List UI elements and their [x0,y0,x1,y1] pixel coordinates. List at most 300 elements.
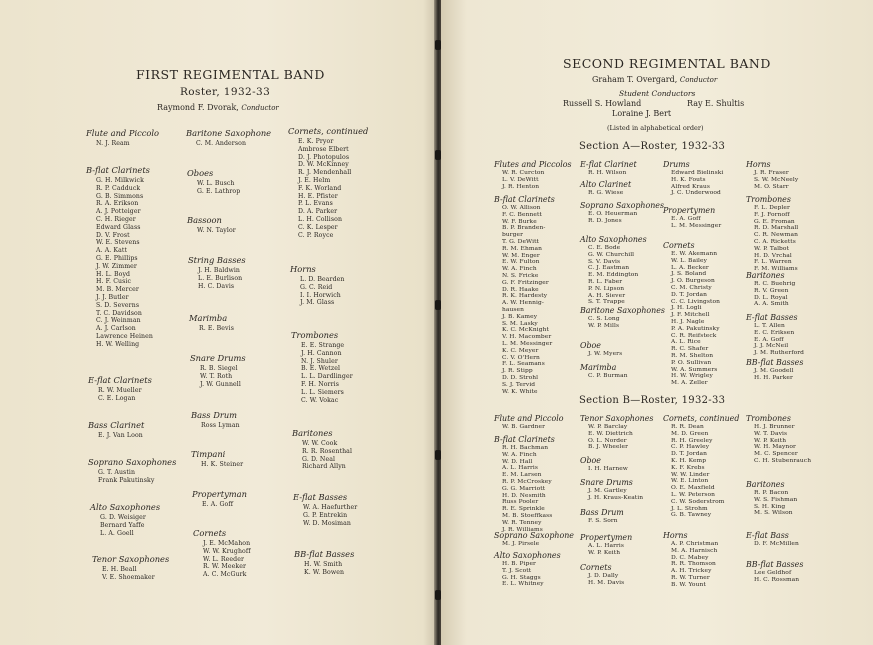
roster-name: I. I. Horwich [300,291,341,299]
group-heading: Tenor Saxophones [580,414,654,423]
roster-name: P. L. Evans [298,200,333,208]
group-heading: Tenor Saxophones [92,554,170,564]
a-flutes-piccolos [494,160,572,190]
roster-name: F. K. Worland [298,184,342,192]
roster-name: H. M. Davis [588,579,625,586]
a-horns [746,160,798,190]
group-heading: Baritones [746,480,785,489]
roster-name: A. J. Carlson [96,325,136,333]
roster-name: Lawrence Heinen [96,332,153,340]
roster-name: B. W. Yount [671,581,706,588]
group-heading: Horns [290,264,316,274]
roster-name: R. G. Wiese [588,190,624,196]
name-list [86,177,153,349]
roster-name: C. P. Hawley [671,444,710,451]
roster-name: F. H. Norris [301,380,339,388]
roster-name: C. J. Eastman [588,265,630,272]
roster-name: G. W. Churchill [588,251,635,258]
roster-name: M. S. Wilson [754,510,793,517]
roster-name: C. R. Reifsteck [671,332,717,339]
group-heading: Oboe [580,341,601,350]
group-heading: Bass Clarinet [88,420,145,430]
name-list [580,316,665,330]
name-list [294,561,354,577]
b-cornets-continued [663,414,739,519]
group-bbflat-basses [294,549,354,577]
group-timpani [191,449,243,469]
roster-name: C. W. Soderstrom [671,498,725,505]
roster-name: D. W. McKinney [298,161,349,169]
name-list [90,514,160,537]
roster-name: G. E. Phillips [96,254,138,262]
roster-name: E. W. Diettrich [588,430,633,437]
roster-name: M. B. Stoeffkass [502,512,553,519]
roster-name: L. L. Siemers [301,388,344,396]
group-heading: BB-flat Basses [746,560,804,569]
group-heading: E-flat Clarinet [580,160,637,169]
roster-name: D. F. McMillen [754,541,799,547]
group-oboes [187,168,240,196]
roster-name: W. E. Linton [671,478,709,485]
roster-name: K. F. Krebs [671,464,705,471]
group-heading: Propertymen [580,533,633,542]
roster-name: A. L. Harris [588,543,625,549]
roster-name: W. P. Barclay [588,424,628,430]
roster-name: W. A. Finch [502,266,537,273]
roster-name: A. P. Christman [671,541,719,547]
section-b-heading: Section B—Roster, 1932-33 [579,395,726,406]
b-horns [663,531,718,589]
group-heading: Snare Drums [580,478,633,487]
name-list [746,570,803,584]
roster-name: R. D. Marshall [754,225,799,232]
roster-name: G. F. Fritzinger [502,279,549,286]
name-list [746,281,795,308]
roster-name: E. A. Goff [754,336,784,343]
group-eflat-clarinets [88,375,152,403]
roster-name: J. R. Henton [502,183,540,190]
b-alto-saxophones [494,551,561,588]
a-baritone-saxophones [580,306,665,330]
group-alto-saxophones [90,502,160,537]
roster-name: O. E. Maxfield [671,485,715,492]
roster-name: Russ Pooler [502,499,539,506]
name-list [293,504,357,527]
b-oboe [580,456,628,473]
roster-name: S. H. King [754,503,786,510]
roster-name: E. M. Larsen [502,472,542,479]
roster-name: D. D. Strohl [502,374,539,381]
roster-name: S. T. Trappe [588,299,625,306]
group-heading: E-flat Basses [293,492,348,502]
roster-name: E. M. Eddington [588,272,639,279]
roster-name: F. L. Seamans [502,361,545,368]
roster-name: R. R. Rosenthal [302,447,353,455]
roster-name: V. H. Macomber [502,334,552,341]
roster-name: E. W. Fulton [502,259,540,266]
group-heading: B-flat Clarinets [86,165,150,175]
roster-name: H. J. Brunner [754,424,795,430]
roster-name: E. W. Akemann [671,251,718,257]
group-heading: E-flat Clarinets [88,375,152,385]
roster-name: B. P. Branden- [502,225,546,232]
group-bflat-clarinets [86,165,153,349]
name-list [580,573,624,587]
roster-name: J. M. Rutherford [754,350,805,357]
roster-name: L. A. Becker [671,264,709,271]
roster-name: G. H. Milkwick [96,177,144,184]
a-alto-clarinet [580,180,631,197]
roster-name: G. D. Weisiger [100,514,146,521]
roster-name: S. D. Severns [96,301,140,309]
roster-name: R. B. Siegel [200,365,238,372]
roster-name: J. F. Mitchell [671,312,710,319]
roster-name: J. B. Kamey [502,313,538,320]
group-soprano-saxophones [88,457,176,485]
roster-name: H. W. Smith [304,561,343,568]
roster-name: M. A. Harnisch [671,547,718,554]
roster-name: H. K. Steiner [201,461,244,468]
roster-name: T. J. Scott [502,567,532,574]
roster-name: W. P. Mills [588,322,620,329]
a-eflat-clarinet [580,160,637,177]
roster-name: W. D. Mosiman [303,519,351,527]
roster-name: D. J. Photopulos [298,153,350,161]
roster-name: A. H. Siever [588,292,626,299]
roster-name: W. S. Fishman [754,496,798,503]
roster-name: S. W. McNeely [754,176,799,183]
name-list [663,251,720,387]
name-list [663,424,739,519]
group-heading: Soprano Saxophones [88,457,177,467]
group-heading: Baritone Saxophones [580,306,665,315]
roster-name: R. P. Bacon [754,490,789,496]
group-bass-drum [191,410,240,430]
group-heading: Snare Drums [190,353,246,363]
name-list [88,432,144,440]
name-list [288,138,368,239]
roster-name: G. P. Entrekin [303,511,348,519]
roster-name: R. E. Bevis [199,325,235,332]
section-a-heading: Section A—Roster, 1932-33 [579,141,726,152]
roster-name: L. E. Burlison [198,274,243,282]
roster-name: W. W. Krughoff [203,547,251,555]
first-band-roster: Roster, 1932-33 [180,86,271,98]
b-trombones [746,414,811,465]
group-heading: Flute and Piccolo [494,414,564,423]
roster-name: N. J. Shuler [301,357,338,365]
group-heading: E-flat Bass [746,531,789,540]
roster-name: E. C. Eriksen [754,329,795,336]
name-list [580,373,628,380]
b-snare-drums [580,478,643,502]
group-heading: Cornets [193,528,227,538]
roster-name: E. E. Strange [301,342,345,349]
student-conductor: Ray E. Shultis [687,99,745,108]
group-bassoon [187,215,236,235]
name-list [746,424,811,465]
group-heading: Timpani [191,449,226,459]
group-heading: Trombones [746,414,791,423]
roster-name: H. W. Welling [96,340,140,348]
name-list [88,469,176,485]
roster-name: G. E. Froman [754,218,795,225]
name-list [580,543,632,557]
roster-name: K. C. Meyer [502,347,539,354]
roster-name: B. J. Wheeler [588,444,629,451]
b-tenor-saxophones [580,414,653,451]
roster-name: A. A. Katt [96,247,128,255]
b-eflat-bass [746,531,799,548]
roster-name: I. H. Harnew [588,466,628,472]
roster-name: W. H. Maynor [754,444,796,451]
group-heading: BB-flat Basses [294,549,355,559]
roster-name: Richard Allyn [302,463,346,471]
group-heading: Flutes and Piccolos [494,160,572,169]
roster-name: F. L. Depler [754,205,790,211]
roster-name: H. C. Davis [198,282,235,290]
roster-name: O. W. Allison [502,205,541,211]
roster-name: R. K. Hardesty [502,293,548,300]
name-list [191,461,243,469]
roster-name: Ross Lyman [201,422,240,429]
group-heading: Drums [663,160,690,169]
roster-name: O. L. Norder [588,437,627,444]
group-heading: Oboes [187,168,214,178]
b-bflat-clarinets [494,435,555,533]
roster-name: R. L. Faber [588,278,623,285]
group-baritones [292,428,352,471]
roster-name: R. R. Dean [671,424,704,430]
name-list [187,180,240,196]
roster-name: R. M. Ehman [502,245,543,252]
roster-name: W. N. Taylor [197,227,236,234]
group-heading: Cornets [663,241,695,250]
roster-name: A. L. Harris [502,465,539,472]
roster-name: J. H. Cannon [301,349,342,357]
group-heading: Propertymen [663,206,716,215]
roster-name: F. S. Sorn [588,518,618,524]
student-conductors-heading: Student Conductors [619,89,696,98]
group-heading: Bassoon [187,215,222,225]
group-heading: E-flat Basses [746,313,798,322]
roster-name: R. D. Jones [588,217,622,224]
name-list [746,541,799,548]
group-heading: Alto Saxophones [494,551,561,560]
b-bbflat-basses [746,560,803,584]
roster-name: L. H. Collison [298,215,343,223]
roster-name: R. W. Turner [671,574,710,581]
roster-name: W. P. Keith [754,437,787,444]
a-bbflat-basses [746,358,803,382]
group-horns [290,264,344,307]
roster-name: R. W. Mueller [98,387,142,394]
roster-name: K. H. Kemp [671,457,707,464]
roster-name: C. V. O'Hern [502,354,540,361]
a-alto-saxophones [580,235,647,306]
name-list [746,205,798,273]
group-heading: Alto Saxophones [90,502,161,512]
roster-name: W. L. Reeder [203,555,245,563]
roster-name: R. P. Cadduck [96,184,141,192]
roster-name: L. L. Dardlinger [301,373,353,381]
roster-name: G. T. Austin [98,469,136,476]
roster-name: M. C. Spencer [754,451,798,458]
roster-name: L. W. Peterson [671,491,716,498]
name-list [580,211,664,225]
name-list [746,490,797,517]
roster-name: F. C. Bennett [502,211,542,218]
roster-name: A. L. Rice [671,339,701,346]
roster-name: H. D. Nesmith [502,492,546,499]
group-heading: Soprano Saxophone [494,531,574,540]
roster-name: R. C. Buehrig [754,281,796,287]
roster-name: A. A. Smith [754,301,789,308]
roster-name: C. E. Bode [588,245,621,251]
roster-name: J. E. Helm [298,176,331,184]
conductor-role: Conductor [241,104,279,112]
roster-name: C. S. Long [588,316,620,322]
roster-name: C. M. Anderson [196,140,247,147]
roster-name: C. H. Rieger [96,215,136,223]
roster-name: A. C. McGurk [203,571,247,579]
roster-name: J. W. Gunnell [200,380,241,388]
roster-name: Frank Pakutinsky [98,476,155,484]
roster-name: S. J. Tervid [502,381,536,388]
roster-name: P. N. Lipson [588,285,625,292]
roster-name: H. H. Parker [754,374,793,381]
roster-name: Bernard Yaffe [100,521,145,529]
roster-name: W. W. Cook [302,440,338,447]
group-heading: Cornets [580,563,612,572]
roster-name: M. B. Mercer [96,286,139,294]
roster-name: C. E. Logan [98,394,136,402]
roster-name: K. C. McKnight [502,327,549,334]
name-list [191,422,240,430]
roster-name: C. J. Weinman [96,317,141,325]
name-list [580,424,653,451]
roster-name: F. J. Fornoff [754,211,790,218]
name-list [187,227,236,235]
roster-name: W. F. Burke [502,218,537,225]
roster-name: H. C. Rossman [754,576,800,583]
roster-name: L. D. Bearden [300,276,345,283]
group-eflat-basses [293,492,357,527]
group-bass-clarinet [88,420,144,440]
group-baritone-saxophone [186,128,271,148]
roster-name: H. L. Boyd [96,270,131,278]
roster-name: H. J. Nagle [671,318,705,325]
roster-name: J. M. Glass [300,299,335,307]
group-heading: BB-flat Basses [746,358,804,367]
group-string-basses [188,255,246,290]
group-heading: Propertyman [192,489,247,499]
left-page [0,0,436,645]
group-heading: Baritone Saxophone [186,128,272,138]
roster-name: D. T. Jordan [671,291,708,298]
roster-name: R. H. Wilson [588,170,627,176]
roster-name: Edward Bielinski [671,170,724,176]
group-marimba [189,313,234,333]
roster-name: K. W. Bowen [304,568,345,576]
roster-name: E. A. Goff [671,216,701,222]
roster-name: J. O. Burgeson [671,278,715,285]
roster-name: W. T. Davis [754,430,788,437]
roster-name: C. W. Vokac [301,396,339,404]
name-list [494,541,574,548]
roster-name: J. M. Gartley [588,488,627,494]
roster-name: L. A. Goell [100,529,134,537]
roster-name: J. M. Goodell [754,368,794,374]
group-heading: Bass Drum [191,410,238,420]
roster-name: hausen [502,306,525,313]
roster-name: E. L. Whitney [502,581,544,588]
roster-name: D. V. Frost [96,231,130,239]
group-heading: Cornets, continued [663,414,740,423]
roster-name: S. M. Lasky [502,320,538,327]
roster-name: L. V. DeWitt [502,176,539,183]
name-list [663,170,723,197]
group-heading: Trombones [291,330,339,340]
roster-name: W. L. Bailey [671,257,708,264]
b-cornets [580,563,624,587]
roster-name: M. O. Starr [754,183,789,190]
roster-name: J. H. Logli [671,305,702,312]
roster-name: L. M. Messinger [671,222,722,229]
roster-name: E. J. Van Loon [98,432,143,439]
roster-name: D. T. Jordan [671,451,708,458]
roster-name: W. R. Curcton [502,170,545,176]
a-baritones [746,271,795,308]
name-list [746,170,798,190]
roster-name: W. P. Keith [588,549,621,556]
roster-name: T. C. Davidson [96,309,142,317]
roster-name: J. S. Boland [671,271,707,278]
roster-name: A. H. Trickey [671,568,712,575]
roster-name: L. M. Messinger [502,340,553,347]
roster-name: A. J. Potteiger [96,208,141,216]
roster-name: T. G. DeWitt [502,238,540,245]
roster-name: R. V. Green [754,287,789,294]
second-band-conductor [592,75,717,84]
a-trombones [746,195,798,273]
roster-name: J. D. Dally [588,573,619,579]
roster-name: C. K. Lesper [298,223,338,231]
group-heading: Horns [746,160,771,169]
name-list [88,387,152,403]
a-oboe [580,341,622,358]
a-soprano-saxophones [580,201,664,225]
roster-name: H. B. Piper [502,561,536,567]
second-band-title: SECOND REGIMENTAL BAND [563,56,771,71]
a-eflat-basses [746,313,804,357]
group-propertyman [192,489,247,509]
name-list [188,267,246,290]
group-heading: Marimba [580,363,617,372]
conductor-name: Raymond F. Dvorak, [157,103,239,112]
roster-name: M. A. Zeller [671,380,708,387]
group-snare-drums [190,353,246,388]
name-list [92,566,169,582]
a-propertymen [663,206,721,230]
roster-name: J. H. Baldwin [198,267,240,274]
roster-name: C. H. Stubenrauch [754,457,812,464]
roster-name: V. E. Shoemaker [102,573,155,581]
roster-name: G. C. Reid [300,283,333,291]
group-trombones [291,330,353,404]
group-heading: Oboe [580,456,601,465]
conductor-name: Graham T. Overgard, [592,75,678,84]
